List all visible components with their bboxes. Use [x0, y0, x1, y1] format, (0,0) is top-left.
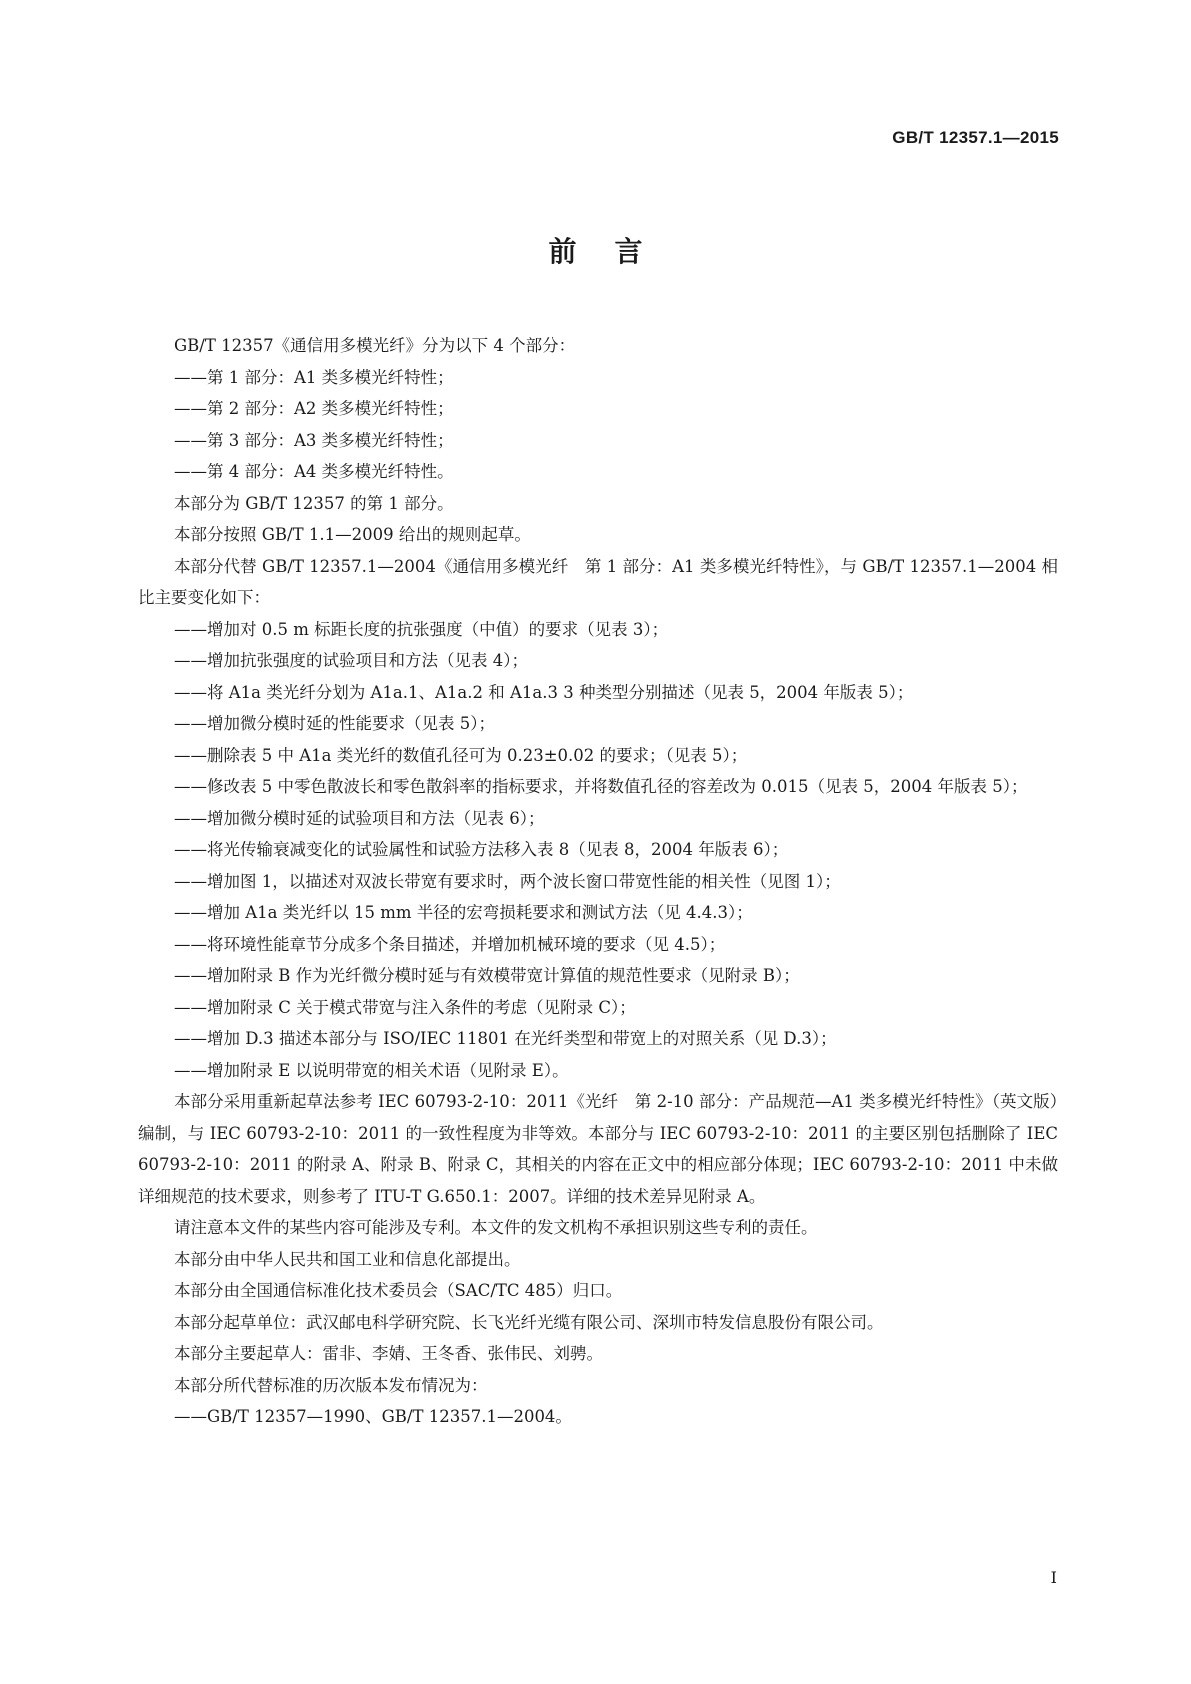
list-item: ——增加 A1a 类光纤以 15 mm 半径的宏弯损耗要求和测试方法（见 4.4.3）；: [174, 903, 753, 922]
replaces-paragraph: 本部分代替 GB/T 12357.1—2004《通信用多模光纤 第 1 部分：A1 类多模光纤特性》，与 GB/T 12357.1—2004 相比主要变化如下：: [138, 556, 1058, 607]
list-item: ——将 A1a 类光纤分划为 A1a.1、A1a.2 和 A1a.3 3 种类型分别描述（见表 5，2004 年版表 5）；: [174, 682, 914, 702]
list-item: ——将环境性能章节分成多个条目描述，并增加机械环境的要求（见 4.5）；: [174, 934, 726, 954]
list-item: ——增加图 1，以描述对双波长带宽有要求时，两个波长窗口带宽性能的相关性（见图 1）；: [174, 871, 841, 891]
list-item: ——GB/T 12357—1990、GB/T 12357.1—2004。: [174, 1407, 572, 1426]
proposed-by-paragraph: 本部分由中华人民共和国工业和信息化部提出。: [174, 1249, 521, 1269]
list-item: ——第 1 部分：A1 类多模光纤特性；: [174, 367, 454, 387]
list-item: ——删除表 5 中 A1a 类光纤的数值孔径可为 0.23±0.02 的要求；（见表 5）；: [174, 745, 748, 765]
list-item: ——将光传输衰减变化的试验属性和试验方法移入表 8（见表 8，2004 年版表 6）；: [174, 840, 789, 859]
list-item: ——增加微分模时延的性能要求（见表 5）；: [174, 714, 495, 733]
list-item: ——第 4 部分：A4 类多模光纤特性。: [174, 462, 454, 481]
list-item: ——增加 D.3 描述本部分与 ISO/IEC 11801 在光纤类型和带宽上的对照关系（见 D.3）；: [174, 1029, 837, 1048]
list-item: ——增加附录 B 作为光纤微分模时延与有效模带宽计算值的规范性要求（见附录 B）；: [174, 966, 800, 985]
list-item: ——增加抗张强度的试验项目和方法（见表 4）；: [174, 651, 528, 670]
list-item: ——增加附录 C 关于模式带宽与注入条件的考虑（见附录 C）；: [174, 997, 636, 1017]
list-item: ——增加附录 E 以说明带宽的相关术语（见附录 E）。: [174, 1060, 569, 1080]
list-item: ——修改表 5 中零色散波长和零色散斜率的指标要求，并将数值孔径的容差改为 0.015（见表 5，2004 年版表 5）；: [174, 777, 1028, 796]
intro-paragraph: GB/T 12357《通信用多模光纤》分为以下 4 个部分：: [174, 336, 576, 355]
list-item: ——第 3 部分：A3 类多模光纤特性；: [174, 430, 454, 450]
patent-paragraph: 请注意本文件的某些内容可能涉及专利。本文件的发文机构不承担识别这些专利的责任。: [174, 1218, 818, 1237]
page-number: I: [1050, 1568, 1057, 1587]
list-item: ——增加微分模时延的试验项目和方法（见表 6）；: [174, 808, 545, 828]
drafting-rule-paragraph: 本部分按照 GB/T 1.1—2009 给出的规则起草。: [174, 525, 531, 544]
preface-body: [138, 330, 1058, 1433]
history-intro-paragraph: 本部分所代替标准的历次版本发布情况为：: [174, 1375, 488, 1395]
drafting-units-paragraph: 本部分起草单位：武汉邮电科学研究院、长飞光纤光缆有限公司、深圳市特发信息股份有限公司。: [174, 1312, 884, 1332]
page-title: 前言: [548, 235, 681, 268]
drafters-paragraph: 本部分主要起草人：雷非、李婧、王冬香、张伟民、刘骋。: [174, 1344, 603, 1363]
list-item: ——增加对 0.5 m 标距长度的抗张强度（中值）的要求（见表 3）；: [174, 619, 669, 639]
standard-code: GB/T 12357.1—2015: [892, 128, 1059, 147]
list-item: ——第 2 部分：A2 类多模光纤特性；: [174, 399, 454, 418]
part-of-paragraph: 本部分为 GB/T 12357 的第 1 部分。: [174, 493, 454, 513]
adoption-paragraph: 本部分采用重新起草法参考 IEC 60793-2-10：2011《光纤 第 2-10 部分：产品规范—A1 类多模光纤特性》（英文版）编制，与 IEC 60793-2-10：2011 的一致性程度为非等效。本部分与 IEC 60793-2-10：2011 的主要区别包括删除了 IEC 60793-2-10：2011 的附录 A、附录 B、附录 C，其相关的内容在正文中的相应部分体现；IEC 60793-2-10：2011 中未做详细规范的技术要求，则参考了 ITU-T G.650.1：2007。详细的技术差异见附录 A。: [138, 1092, 1058, 1206]
managed-by-paragraph: 本部分由全国通信标准化技术委员会（SAC/TC 485）归口。: [174, 1281, 623, 1300]
